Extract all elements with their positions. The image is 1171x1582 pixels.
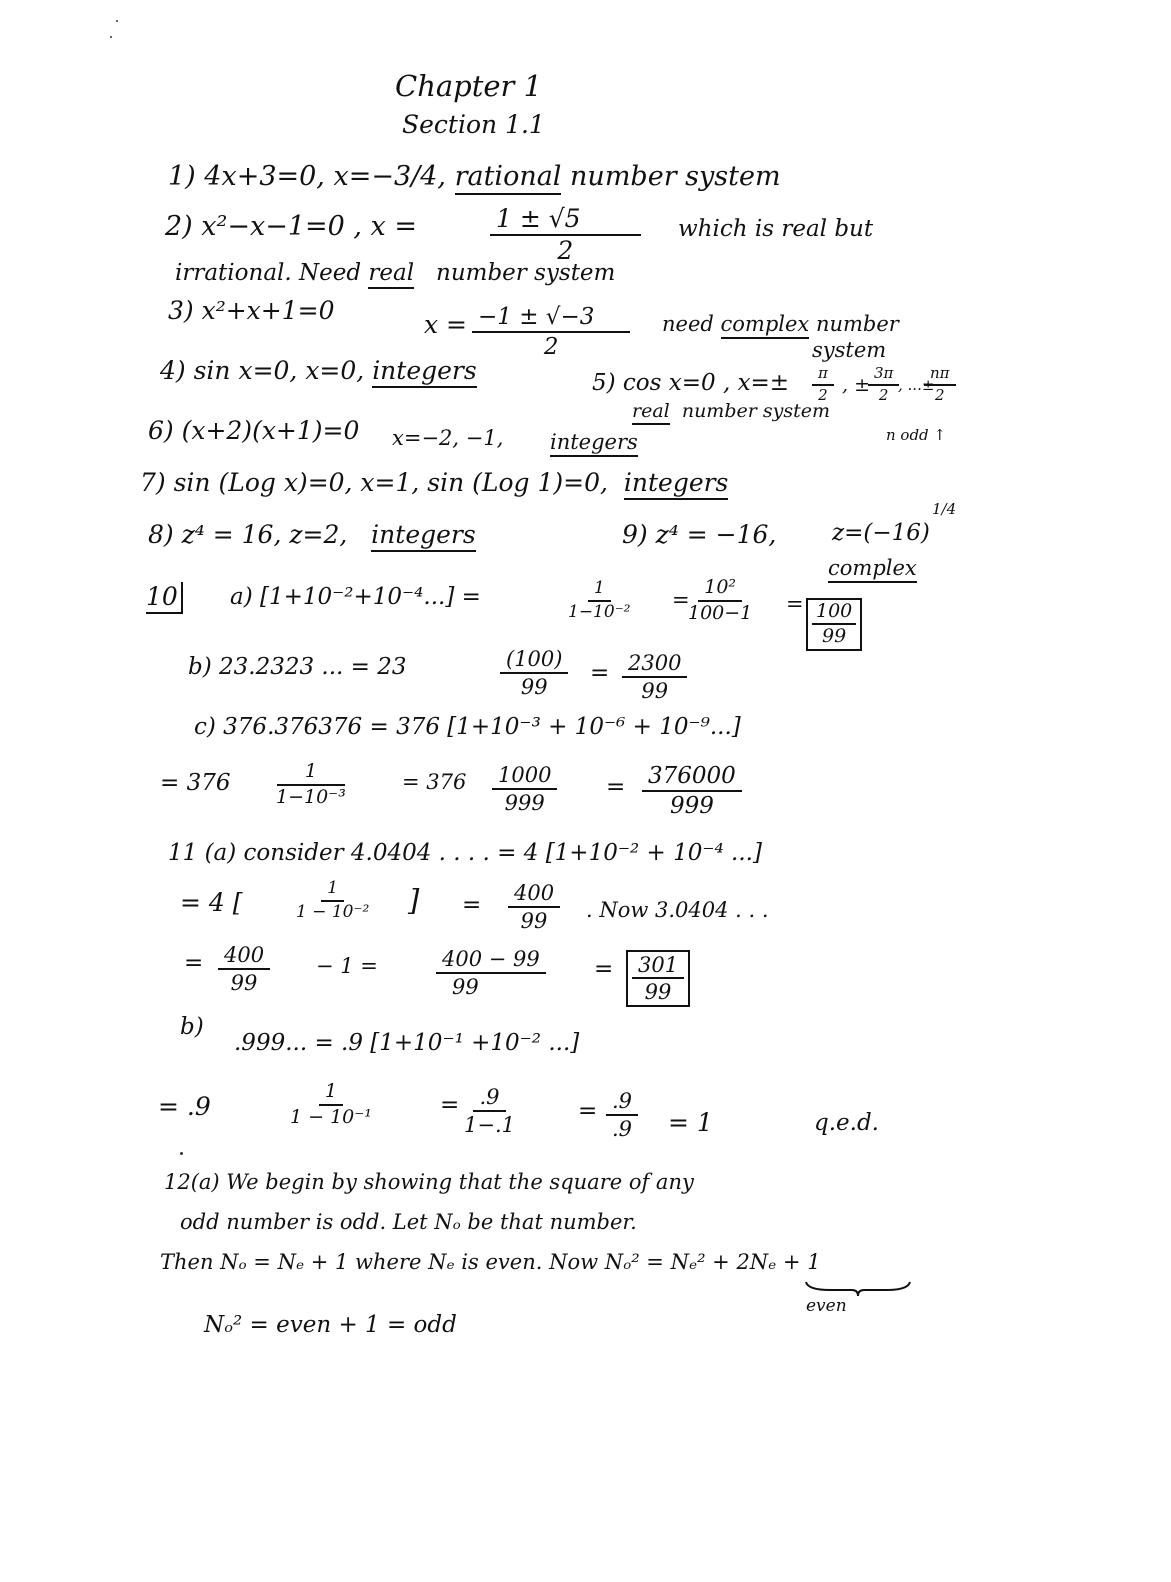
problem-10a-answer — [806, 598, 862, 651]
problem-10-label — [146, 584, 183, 609]
problem-11a-answer — [626, 950, 690, 1007]
problem-11a-frac-3 — [218, 944, 270, 994]
problem-10c-frac-3 — [642, 764, 742, 818]
problem-11b-frac-3 — [606, 1090, 638, 1140]
problem-5-equation: 5) cos x=0 , x=± — [592, 370, 790, 396]
problem-8 — [148, 522, 476, 547]
problem-11b-frac-3-num: .9 — [606, 1090, 638, 1116]
problem-3-equation: 3) x²+x+1=0 — [168, 296, 335, 325]
problem-8-equation: 8) z⁴ = 16, z=2, — [148, 520, 348, 549]
problem-3-tail2: system — [812, 338, 887, 362]
problem-11a-frac-2-num: 400 — [508, 882, 560, 908]
problem-11b-frac-1-num: 1 — [319, 1082, 343, 1106]
problem-10c-eq: = 376 — [402, 770, 467, 794]
problem-3-note — [662, 314, 899, 335]
chapter-title: Chapter 1 — [395, 69, 543, 103]
problem-4 — [160, 358, 477, 383]
problem-3-numerator: −1 ± √−3 — [472, 305, 630, 333]
stray-dot — [180, 1152, 183, 1155]
problem-5-frac-2-den: 2 — [878, 385, 889, 404]
problem-6-equation: 6) (x+2)(x+1)=0 — [148, 416, 360, 445]
problem-11a-frac-2-den: 99 — [520, 909, 548, 934]
problem-1-keyword: rational — [455, 161, 562, 195]
problem-10c-series: c) 376.376376 = 376 [1+10⁻³ + 10⁻⁶ + 10⁻⁹...] — [194, 714, 741, 740]
problem-9-keyword — [828, 558, 917, 579]
problem-12-line-1: 12(a) We begin by showing that the square of any — [164, 1170, 694, 1194]
problem-2-denominator: 2 — [557, 236, 574, 266]
problem-11a-frac-3-den: 99 — [230, 971, 258, 996]
problem-11b-label: b) — [180, 1014, 204, 1040]
problem-2-continued — [175, 262, 615, 285]
problem-5-frac-3-num: nπ — [924, 366, 956, 386]
problem-3-need: need — [662, 312, 714, 336]
problem-4-keyword: integers — [372, 356, 477, 388]
problem-11b-frac-1 — [290, 1082, 372, 1128]
problem-1 — [168, 163, 781, 190]
problem-5-frac-1-num: π — [812, 366, 834, 386]
problem-10b-frac-1-num: (100) — [500, 648, 568, 674]
problem-2-cont-text: irrational. Need — [175, 260, 362, 286]
problem-11a-frac-4 — [436, 948, 546, 998]
problem-11a-frac-4-den: 99 — [452, 975, 479, 1000]
problem-5-frac-3 — [924, 366, 956, 404]
problem-10a-answer-num: 100 — [812, 602, 856, 625]
problem-11a-now: . Now 3.0404 . . . — [586, 898, 769, 922]
scan-speck — [116, 20, 118, 22]
problem-3-x: x = — [424, 310, 467, 339]
problem-10c-frac-2-den: 999 — [504, 791, 545, 816]
problem-12-line-4: Nₒ² = even + 1 = odd — [204, 1312, 457, 1338]
problem-10a-frac-2 — [688, 578, 752, 624]
problem-5-pm: , ± — [842, 374, 870, 396]
problem-10a-frac-2-den: 100−1 — [688, 601, 753, 624]
problem-10c-frac-1-den: 1−10⁻³ — [276, 785, 346, 808]
problem-2-numerator: 1 ± √5 — [490, 206, 641, 236]
problem-9-solution: z=(−16) — [832, 520, 930, 546]
problem-10a-series: a) [1+10⁻²+10⁻⁴...] = — [230, 584, 481, 610]
problem-11a-frac-3-num: 400 — [218, 944, 270, 970]
problem-11b-qed: q.e.d. — [814, 1110, 879, 1136]
problem-11b-line2: = .9 — [158, 1092, 211, 1121]
problem-12-line-2: odd number is odd. Let Nₒ be that number. — [180, 1210, 637, 1234]
problem-6-solution: x=−2, −1, — [392, 426, 504, 450]
problem-11a-frac-1 — [296, 880, 369, 922]
problem-11b-frac-2-num: .9 — [473, 1086, 505, 1112]
problem-11b-series: .999... = .9 [1+10⁻¹ +10⁻² ...] — [234, 1030, 580, 1056]
problem-9-exponent: 1/4 — [932, 500, 957, 518]
problem-10a-frac-2-num: 10² — [698, 578, 742, 602]
problem-6-keyword-text: integers — [550, 430, 638, 457]
problem-7-equation: 7) sin (Log x)=0, x=1, sin (Log 1)=0, — [140, 468, 608, 497]
problem-10c-frac-2-num: 1000 — [492, 764, 557, 790]
problem-10c-frac-1-num: 1 — [277, 762, 345, 786]
problem-2-fraction — [490, 206, 641, 265]
problem-5-frac-3-den: 2 — [934, 385, 945, 404]
problem-5-mid: , ...± — [898, 376, 935, 394]
scan-speck — [110, 36, 112, 38]
problem-11b-frac-2-den: 1−.1 — [464, 1113, 515, 1138]
problem-10c-frac-3-num: 376000 — [642, 764, 742, 792]
problem-10c-frac-1 — [276, 762, 346, 808]
problem-12-line-3: Then Nₒ = Nₑ + 1 where Nₑ is even. Now Nₒ² = Nₑ² + 2Nₑ + 1 — [160, 1250, 821, 1274]
problem-11b-eq: = — [440, 1092, 460, 1118]
problem-9-equation: 9) z⁴ = −16, — [622, 520, 777, 549]
problem-3-keyword: complex — [721, 312, 810, 339]
problem-11a-line2: = 4 [ — [180, 888, 243, 917]
problem-4-equation: 4) sin x=0, x=0, — [160, 356, 365, 385]
problem-11a-frac-2 — [508, 882, 560, 932]
problem-10b-series: b) 23.2323 ... = 23 — [188, 654, 407, 680]
problem-10b-frac-2-num: 2300 — [622, 652, 687, 678]
problem-6-keyword — [550, 432, 638, 453]
problem-5-frac-2-num: 3π — [868, 366, 899, 386]
problem-2-cont-tail: number system — [436, 260, 616, 286]
problem-2-equation: 2) x²−x−1=0 , x = — [165, 211, 417, 242]
problem-3-denominator: 2 — [543, 334, 559, 361]
problem-11a-eq3: = — [594, 956, 614, 982]
problem-10c-eq2: = — [606, 774, 626, 800]
problem-5-keyword: real — [632, 400, 670, 425]
problem-10a-eq2: = — [786, 592, 804, 616]
problem-11b-frac-3-den: .9 — [612, 1117, 633, 1142]
problem-11a-frac-4-num: 400 − 99 — [436, 948, 546, 974]
problem-5-frac-1 — [812, 366, 834, 404]
problem-11a-series: 11 (a) consider 4.0404 . . . . = 4 [1+10⁻² + 10⁻⁴ ...] — [168, 840, 762, 866]
problem-10c-line2: = 376 — [160, 770, 231, 796]
problem-2-note: which is real but — [678, 216, 874, 242]
section-title: Section 1.1 — [402, 110, 545, 139]
problem-10-label-text: 10 — [146, 582, 183, 614]
problem-3-fraction — [472, 305, 630, 359]
problem-10b-frac-2 — [622, 652, 687, 702]
problem-5-tail: number system — [681, 400, 830, 422]
problem-11a-mid: − 1 = — [316, 954, 378, 978]
problem-5-note — [632, 402, 830, 421]
problem-10b-frac-1-den: 99 — [520, 675, 548, 700]
problem-10b-frac-2-den: 99 — [641, 679, 669, 704]
problem-10c-frac-3-den: 999 — [669, 793, 714, 820]
problem-1-equation: 1) 4x+3=0, x=−3/4, — [168, 161, 446, 192]
problem-10a-answer-den: 99 — [822, 624, 847, 647]
problem-11a-frac-1-den: 1 − 10⁻² — [296, 901, 370, 922]
problem-1-tail: number system — [570, 161, 781, 192]
problem-11b-frac-1-den: 1 − 10⁻¹ — [290, 1105, 372, 1128]
problem-10a-frac-1-num: 1 — [588, 580, 611, 602]
problem-11a-line3: = — [184, 950, 204, 976]
problem-7 — [140, 470, 728, 495]
problem-11a-eq: = — [462, 892, 482, 918]
problem-11b-frac-2 — [464, 1086, 515, 1136]
problem-11b-eq3: = 1 — [668, 1108, 713, 1137]
problem-10a-frac-1-den: 1−10⁻² — [568, 601, 631, 622]
problem-5-frac-1-den: 2 — [818, 385, 828, 404]
problem-10a-eq: = — [672, 588, 690, 612]
problem-12-even-label: even — [806, 1296, 847, 1316]
problem-9-keyword-text: complex — [828, 556, 917, 583]
problem-3-tail: number — [815, 312, 899, 336]
problem-5-n-odd: n odd ↑ — [886, 426, 946, 444]
problem-5-frac-2 — [868, 366, 899, 404]
problem-10c-frac-2 — [492, 764, 557, 814]
problem-2-keyword: real — [368, 260, 414, 289]
problem-7-keyword: integers — [624, 468, 729, 500]
problem-11a-close: ] — [408, 883, 420, 917]
problem-10a-frac-1 — [568, 580, 630, 622]
problem-10b-eq: = — [590, 660, 610, 686]
problem-11a-answer-num: 301 — [632, 954, 684, 979]
problem-11b-eq2: = — [578, 1098, 598, 1124]
problem-10b-frac-1 — [500, 648, 568, 698]
problem-11a-answer-den: 99 — [644, 980, 672, 1005]
problem-11a-frac-1-num: 1 — [321, 880, 344, 902]
problem-8-keyword: integers — [371, 520, 476, 552]
